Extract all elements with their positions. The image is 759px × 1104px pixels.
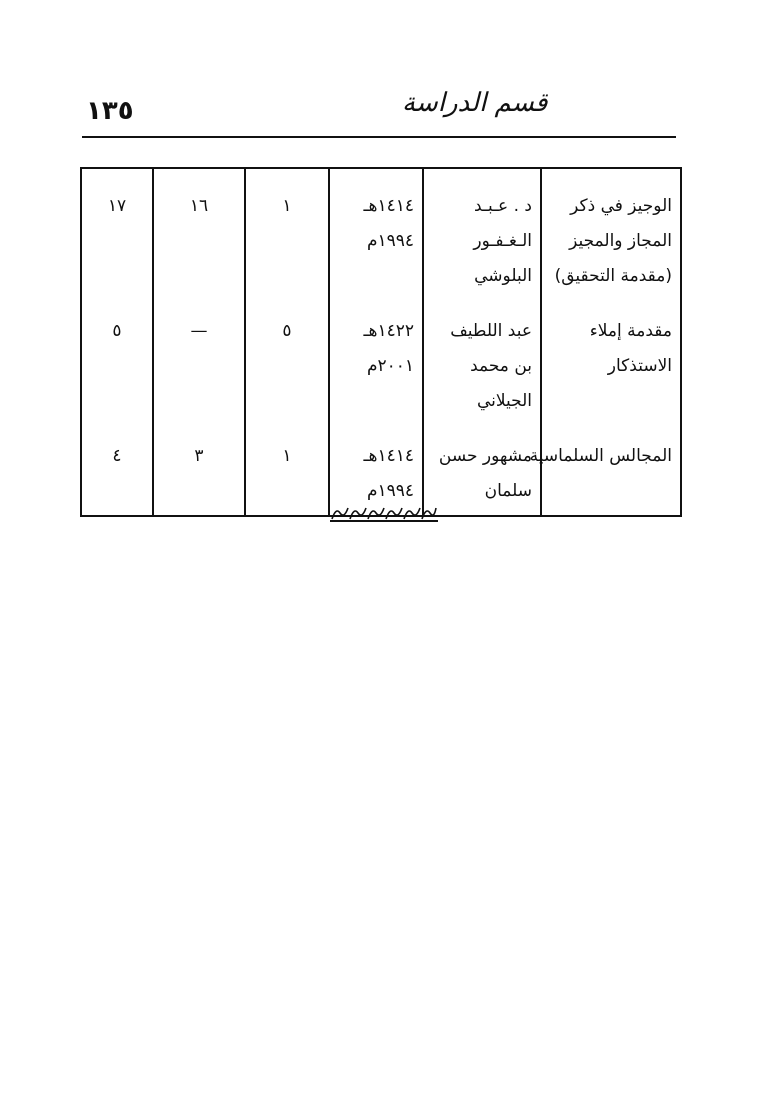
cell-number: ٤	[81, 419, 153, 516]
cell-text: ٢٠٠١م	[366, 356, 414, 376]
cell-text: مقدمة إملاء	[589, 321, 672, 341]
cell-text: ١٤٢٢هـ	[363, 321, 414, 341]
cell-text: ١٤١٤هـ	[363, 196, 414, 216]
data-table	[80, 167, 682, 517]
cell-number: ٣	[153, 419, 245, 516]
cell-number: ٥	[245, 294, 329, 419]
cell-text: الاستذكار	[607, 356, 672, 376]
cell-text: د . عـبـد	[474, 196, 532, 216]
cell-title	[541, 168, 681, 294]
table-row	[81, 419, 681, 516]
cell-author	[423, 419, 541, 516]
cell-date	[329, 419, 423, 516]
cell-text: المجاز والمجيز	[569, 231, 672, 251]
cell-number: ١٦	[153, 168, 245, 294]
page-header	[82, 84, 676, 138]
cell-text: الـغـفـور	[473, 231, 532, 251]
ornamental-divider-icon	[330, 505, 438, 523]
cell-text: ١٩٩٤م	[366, 481, 414, 501]
cell-text: البلوشي	[474, 266, 532, 286]
cell-text: (مقدمة التحقيق)	[554, 266, 672, 286]
cell-text: عبد اللطيف	[450, 321, 532, 341]
cell-title	[541, 294, 681, 419]
cell-text: الوجيز في ذكر	[570, 196, 672, 216]
cell-text: سلمان	[484, 481, 532, 501]
cell-title	[529, 419, 681, 516]
cell-text: ١٩٩٤م	[366, 231, 414, 251]
cell-number: —	[153, 294, 245, 419]
cell-number: ٥	[81, 294, 153, 419]
cell-text: ١٤١٤هـ	[363, 446, 414, 466]
cell-number: ١	[245, 419, 329, 516]
page-number: ١٣٥	[86, 96, 134, 126]
cell-date	[329, 168, 423, 294]
section-title: قسم الدراسة	[402, 88, 548, 118]
cell-text: مشهور حسن	[438, 446, 532, 466]
cell-author	[423, 168, 541, 294]
cell-number: ١	[245, 168, 329, 294]
cell-text: المجالس السلماسية	[529, 446, 672, 466]
cell-number: ١٧	[81, 168, 153, 294]
cell-date	[329, 294, 423, 419]
table-row	[81, 168, 681, 294]
cell-author	[423, 294, 541, 419]
cell-text: الجيلاني	[476, 391, 532, 411]
table-row	[81, 294, 681, 419]
cell-text: بن محمد	[470, 356, 532, 376]
